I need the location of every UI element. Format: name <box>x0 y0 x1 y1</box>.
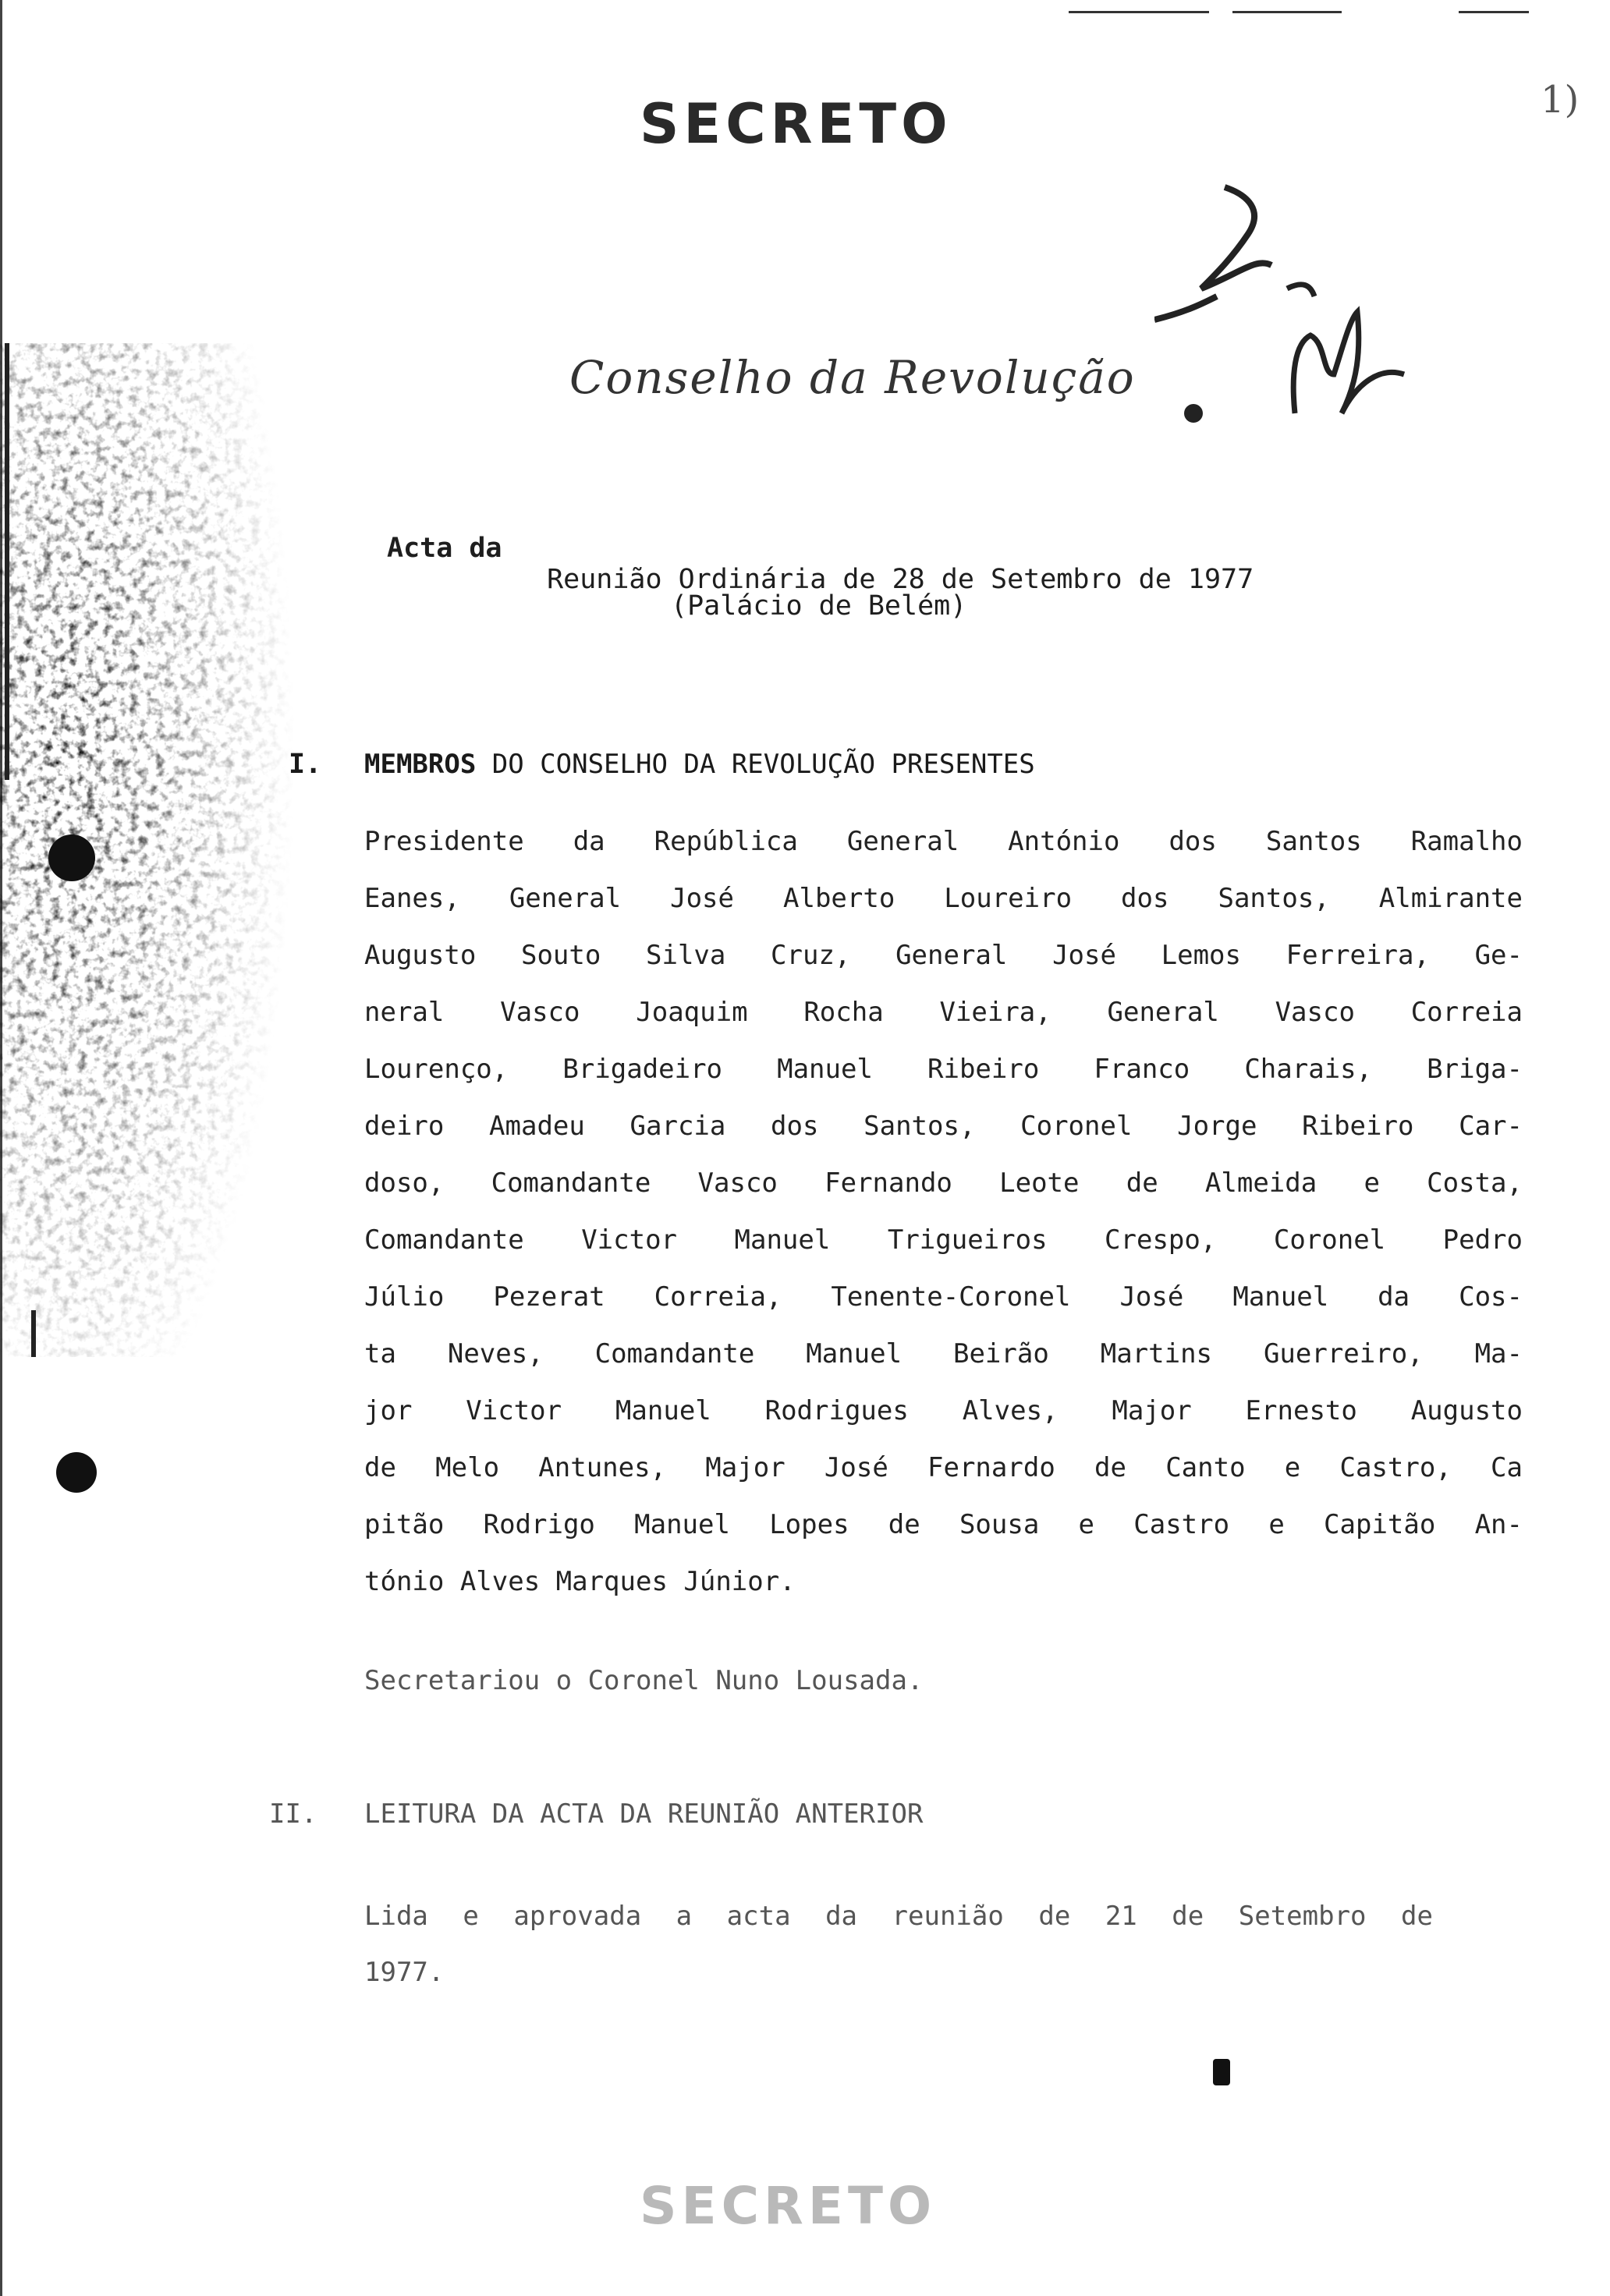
body-line: neral Vasco Joaquim Rocha Vieira, General Vasco Correia <box>364 997 1523 1028</box>
section-1-heading-bold: MEMBROS <box>364 749 477 780</box>
scan-dash <box>1069 11 1209 13</box>
body-line: 1977. <box>364 1957 445 1988</box>
ink-blot <box>48 834 95 881</box>
body-line: jor Victor Manuel Rodrigues Alves, Major Ernesto Augusto <box>364 1395 1523 1426</box>
section-1-heading-rest: DO CONSELHO DA REVOLUÇÃO PRESENTES <box>476 749 1035 780</box>
body-line: deiro Amadeu Garcia dos Santos, Coronel Jorge Ribeiro Car- <box>364 1111 1523 1142</box>
body-line: Comandante Victor Manuel Trigueiros Crespo, Coronel Pedro <box>364 1224 1523 1256</box>
document-subtitle <box>0 559 1610 653</box>
section-2-number: II. <box>269 1798 317 1830</box>
section-1-number: I. <box>289 749 322 780</box>
subtitle-text: (Palácio de Belém) <box>671 590 967 622</box>
body-line: Presidente da República General António dos Santos Ramalho <box>364 826 1523 857</box>
secretary-line: Secretariou o Coronel Nuno Lousada. <box>364 1665 924 1696</box>
body-line: tónio Alves Marques Júnior. <box>364 1566 796 1597</box>
body-line: Augusto Souto Silva Cruz, General José Lemos Ferreira, Ge- <box>364 940 1523 971</box>
scan-dash <box>1459 11 1529 13</box>
body-line: doso, Comandante Vasco Fernando Leote de Almeida e Costa, <box>364 1167 1523 1199</box>
title-bold: Acta da <box>387 533 502 564</box>
ink-blot <box>56 1452 97 1493</box>
scan-dash <box>1232 11 1342 13</box>
body-line: Eanes, General José Alberto Loureiro dos Santos, Almirante <box>364 883 1523 914</box>
handwritten-signature <box>1154 179 1412 437</box>
body-line: pitão Rodrigo Manuel Lopes de Sousa e Castro e Capitão An- <box>364 1509 1523 1540</box>
body-line: Lourenço, Brigadeiro Manuel Ribeiro Franco Charais, Briga- <box>364 1054 1523 1085</box>
section-2-heading: LEITURA DA ACTA DA REUNIÃO ANTERIOR <box>364 1798 924 1830</box>
secret-stamp-bottom: SECRETO <box>640 2176 937 2236</box>
corner-mark: 1) <box>1541 78 1580 122</box>
body-line: ta Neves, Comandante Manuel Beirão Martins Guerreiro, Ma- <box>364 1338 1523 1369</box>
secret-stamp-top: SECRETO <box>640 92 952 156</box>
section-1-heading <box>364 749 1035 780</box>
ink-mark <box>1213 2059 1230 2085</box>
body-line: Júlio Pezerat Correia, Tenente-Coronel José Manuel da Cos- <box>364 1281 1523 1313</box>
title-rest: Reunião Ordinária de 28 de Setembro de 1977 <box>530 564 1254 595</box>
body-line: Lida e aprovada a acta da reunião de 21 de Setembro de <box>364 1901 1433 1932</box>
letterhead: Conselho da Revolução <box>569 351 1136 404</box>
body-line: de Melo Antunes, Major José Fernardo de Canto e Castro, Ca <box>364 1452 1523 1483</box>
